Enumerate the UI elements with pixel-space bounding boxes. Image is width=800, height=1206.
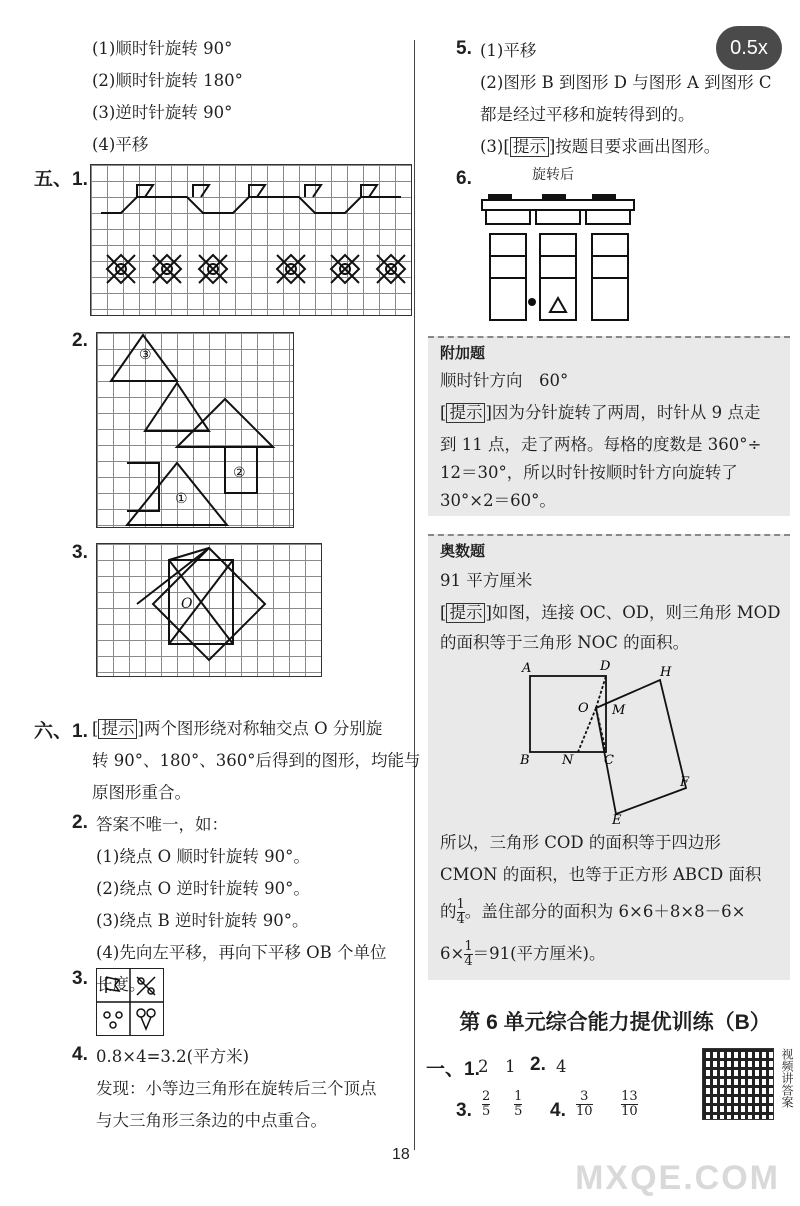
- answer-line: CMON 的面积，也等于正方形 ABCD 面积: [440, 865, 762, 884]
- answer-4-fractions: [576, 1090, 638, 1119]
- point-label: H: [660, 665, 672, 680]
- shelf-drawing: [480, 186, 636, 324]
- answer-line: 都是经过平移和旋转得到的。: [480, 105, 695, 124]
- olympiad-title: 奥数题: [440, 543, 486, 560]
- extra-problem-panel: [428, 336, 790, 516]
- answer-line: (2)顺时针旋转 180°: [92, 71, 243, 90]
- answer-line: 6×: [440, 944, 465, 963]
- answer-line: 如图，连接 OC、OD，则三角形 MOD: [491, 603, 781, 622]
- answer-value: 4: [556, 1057, 567, 1076]
- square-overlap-figure: [512, 656, 692, 826]
- answer-3-label: 3.: [456, 1100, 472, 1121]
- symmetry-drawing: [97, 544, 321, 676]
- point-label: E: [612, 813, 622, 826]
- rotation-grid-figure: [96, 332, 294, 528]
- answer-line: (4)平移: [92, 135, 149, 154]
- point-label: O: [578, 701, 589, 716]
- answer-line: 按题目要求画出图形。: [555, 137, 721, 156]
- point-label: M: [612, 703, 626, 718]
- answer-4-label: 4.: [550, 1100, 566, 1121]
- answer-line: (1)绕点 O 顺时针旋转 90°。: [96, 847, 310, 866]
- point-label: B: [520, 753, 530, 768]
- answer-line: (3)逆时针旋转 90°: [92, 103, 233, 122]
- rotation-caption: 旋转后: [532, 167, 574, 183]
- center-point-label: O: [181, 596, 193, 612]
- pattern-drawing: [91, 165, 411, 315]
- point-label: A: [522, 661, 532, 676]
- answer-line: 转 90°、180°、360°后得到的图形，均能与: [92, 751, 421, 770]
- section-6-2-label: 2.: [72, 812, 88, 833]
- fraction: $\frac{2}{5}$: [482, 1089, 491, 1119]
- column-divider: [414, 40, 415, 1150]
- answer-line: 答案不唯一，如：: [96, 815, 228, 834]
- rotation-drawing: [97, 333, 293, 527]
- answer-line: 两个图形绕对称轴交点 O 分别旋: [143, 719, 383, 738]
- point-label: C: [604, 753, 614, 768]
- point-label: N: [562, 753, 574, 768]
- answer-line: 到 11 点，走了两格。每格的度数是 360°÷: [440, 435, 762, 454]
- fraction: $\frac{1}{5}$: [514, 1089, 523, 1119]
- answer-line: (1)平移: [480, 41, 537, 60]
- answer-1-label: 一、1.: [426, 1059, 480, 1080]
- answer-value: 2 1: [478, 1057, 516, 1076]
- figure-label: ②: [233, 465, 246, 481]
- answer-line: (2)绕点 O 逆时针旋转 90°。: [96, 879, 310, 898]
- section-6-4-label: 4.: [72, 1044, 88, 1065]
- fraction: $\frac{1}{4}$: [456, 897, 465, 927]
- pattern-grid-figure: [90, 164, 412, 316]
- answer-line: 因为分针旋转了两周，时针从 9 点走: [491, 403, 761, 422]
- page-number: 18: [392, 1146, 410, 1163]
- section-5-2-label: 2.: [72, 330, 88, 351]
- answer-line: 91 平方厘米: [440, 571, 533, 590]
- hint-tag: 提示: [446, 603, 485, 623]
- hint-tag: 提示: [446, 403, 485, 423]
- answer-line: (1)顺时针旋转 90°: [92, 39, 233, 58]
- fraction: $\frac{3}{10}$: [576, 1089, 593, 1119]
- answer-line: 所以，三角形 COD 的面积等于四边形: [440, 833, 721, 852]
- answer-line: 长度。: [96, 975, 146, 994]
- figure-label: ①: [175, 491, 188, 507]
- four-pattern-figure: [96, 968, 164, 1036]
- answer-line: 顺时针方向 60°: [440, 371, 569, 390]
- question-6-label: 6.: [456, 168, 472, 189]
- answer-line: 原图形重合。: [92, 783, 191, 802]
- answer-2-label: 2.: [530, 1054, 546, 1075]
- answer-line: 0.8×4=3.2(平方米): [96, 1047, 250, 1066]
- speed-badge[interactable]: 0.5x: [716, 26, 782, 70]
- section-5-3-label: 3.: [72, 542, 88, 563]
- answer-line: 12＝30°，所以时针按顺时针方向旋转了: [440, 463, 738, 482]
- question-5-label: 5.: [456, 38, 472, 59]
- section-6-label: 六、1.: [34, 721, 88, 742]
- answer-line: 发现：小等边三角形在旋转后三个顶点: [96, 1079, 377, 1098]
- answer-line: 。盖住部分的面积为 6×6＋8×8－6×: [464, 902, 746, 921]
- answer-line: 与大三角形三条边的中点重合。: [96, 1111, 327, 1130]
- figure-label: ③: [139, 347, 152, 363]
- qr-code-icon[interactable]: [702, 1048, 774, 1120]
- qr-caption: 视频讲答案: [780, 1048, 794, 1108]
- fraction: $\frac{1}{4}$: [464, 939, 473, 969]
- shelf-figure: [480, 186, 636, 324]
- four-pattern-drawing: [97, 969, 163, 1035]
- point-label: F: [680, 775, 690, 790]
- answer-line: (3): [480, 137, 504, 156]
- symmetry-grid-figure: [96, 543, 322, 677]
- hint-tag: 提示: [98, 719, 137, 739]
- unit-title: 第 6 单元综合能力提优训练（B）: [459, 1011, 771, 1034]
- fraction: $\frac{13}{10}$: [621, 1089, 638, 1119]
- answer-line: (3)绕点 B 逆时针旋转 90°。: [96, 911, 309, 930]
- section-5-label: 五、1.: [34, 169, 88, 190]
- answer-line: (4)先向左平移，再向下平移 OB 个单位: [96, 943, 387, 962]
- point-label: D: [600, 659, 611, 674]
- hint-tag: 提示: [510, 137, 549, 157]
- answer-line: 的面积等于三角形 NOC 的面积。: [440, 633, 690, 652]
- answer-line: (2)图形 B 到图形 D 与图形 A 到图形 C: [480, 73, 772, 92]
- extra-problem-title: 附加题: [440, 345, 486, 362]
- section-6-3-label: 3.: [72, 968, 88, 989]
- answer-3-fractions: [482, 1090, 522, 1119]
- answer-line: ＝91(平方厘米)。: [472, 944, 606, 963]
- geometry-drawing: [512, 656, 692, 826]
- answer-line: 的: [440, 902, 457, 921]
- answer-line: 30°×2＝60°。: [440, 491, 556, 510]
- watermark: MXQE.COM: [575, 1159, 780, 1197]
